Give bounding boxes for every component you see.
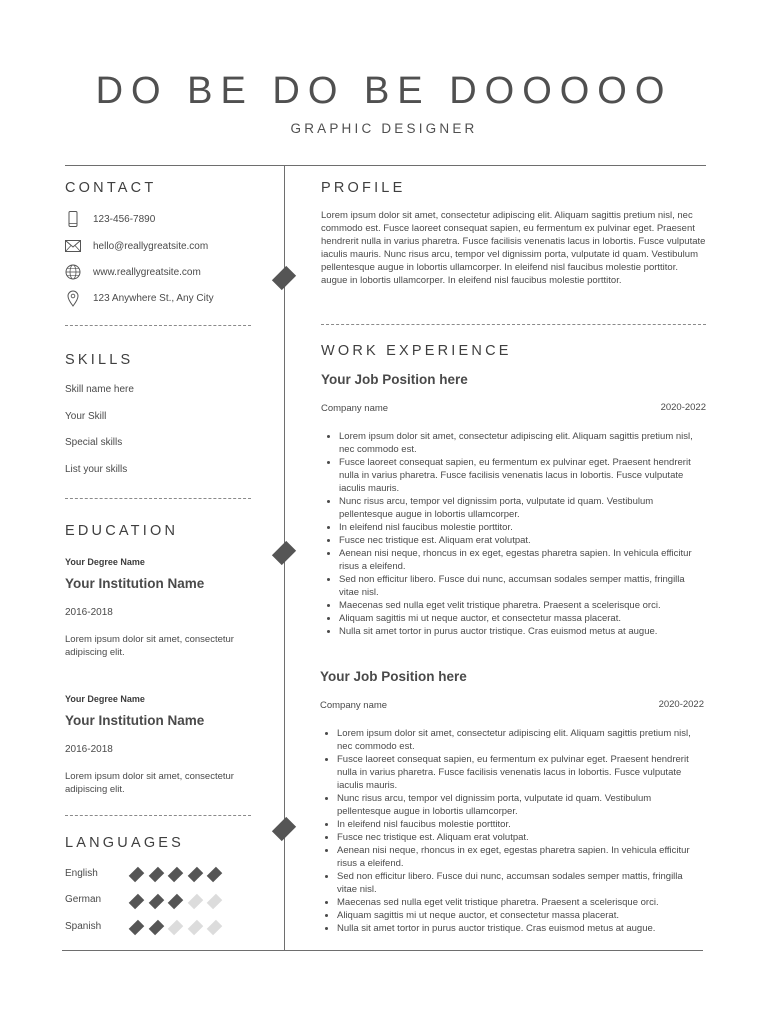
job-bullet: • Aenean nisi neque, rhoncus in ex eget, egestas pharetra sapien. In vehicula efficitur risus a eleifend. <box>337 844 705 870</box>
languages-heading: LANGUAGES <box>65 835 185 851</box>
level-diamond-filled <box>168 894 184 910</box>
job-bullet-list <box>320 727 705 935</box>
level-diamond-filled <box>168 867 184 883</box>
job-bullet: • Fusce nec tristique est. Aliquam erat volutpat. <box>337 831 705 844</box>
job-bullet-list <box>322 430 707 638</box>
skill-item: Your Skill <box>65 411 107 422</box>
job-position: Your Job Position here <box>321 372 468 387</box>
job-dates: 2020-2022 <box>658 699 704 710</box>
language-name: English <box>65 868 98 879</box>
language-level-german <box>132 893 230 906</box>
map-pin-icon <box>65 290 81 306</box>
resume-title: GRAPHIC DESIGNER <box>290 121 478 136</box>
section-separator <box>65 325 251 326</box>
job-bullet: • Sed non efficitur libero. Fusce dui nunc, accumsan sodales semper mattis, fringilla vitae nisl. <box>337 870 705 896</box>
job-bullet: • In eleifend nisl faucibus molestie porttitor. <box>337 818 705 831</box>
section-separator <box>65 815 251 816</box>
level-diamond-filled <box>129 894 145 910</box>
education-years: 2016-2018 <box>65 607 113 618</box>
job-bullet: • Nunc risus arcu, tempor vel dignissim porta, vulputate id quam. Vestibulum pellentesque augue in lobortis ullamcorper. <box>337 792 705 818</box>
level-diamond-empty <box>168 920 184 936</box>
section-separator <box>321 324 706 325</box>
company-name: Company name <box>320 700 388 711</box>
top-rule <box>65 165 706 166</box>
job-bullet: • Aliquam sagittis mi ut neque auctor, et consectetur massa placerat. <box>337 909 705 922</box>
divider-diamond <box>272 817 296 841</box>
level-diamond-filled <box>207 867 223 883</box>
skill-item: List your skills <box>65 464 128 475</box>
job-position: Your Job Position here <box>320 669 467 684</box>
profile-text: Lorem ipsum dolor sit amet, consectetur adipiscing elit. Aliquam sagittis pretium nisl, nec commodo est. Fusce laoreet consequat sapien, eu fermentum ex pulvinar eget. Praesent hendrerit nulla in varius pharetra. Fusce facilisis venenatis lacus in lobortis. Fusce vulputate iaculis mauris. Nunc risus arcu, tempor vel dignissim porta, vulputate id quam. Vestibulum pellentesque augue in lobortis ullamcorper. In eleifend nisl faucibus molestie porttitor. augue in lobortis ullamcorper. In eleifend nisl faucibus molestie porttitor. <box>321 210 706 286</box>
job-bullet: • Maecenas sed nulla eget velit tristique pharetra. Praesent a scelerisque orci. <box>339 599 707 612</box>
job-bullet: • Aliquam sagittis mi ut neque auctor, et consectetur massa placerat. <box>339 612 707 625</box>
institution-name: Your Institution Name <box>65 576 205 591</box>
degree-name: Your Degree Name <box>65 694 145 704</box>
job-bullet: • Maecenas sed nulla eget velit tristique pharetra. Praesent a scelerisque orci. <box>337 896 705 909</box>
level-diamond-filled <box>129 867 145 883</box>
level-diamond-filled <box>129 920 145 936</box>
education-description: Lorem ipsum dolor sit amet, consectetur adipiscing elit. <box>65 771 234 795</box>
institution-name: Your Institution Name <box>65 713 205 728</box>
phone-text: 123-456-7890 <box>93 213 156 225</box>
email-text: hello@reallygreatsite.com <box>93 240 209 252</box>
degree-name: Your Degree Name <box>65 557 145 567</box>
divider-diamond <box>272 266 296 290</box>
education-heading: EDUCATION <box>65 523 179 539</box>
job-bullet: • Lorem ipsum dolor sit amet, consectetur adipiscing elit. Aliquam sagittis pretium nisl, nec commodo est. <box>337 727 705 753</box>
education-years: 2016-2018 <box>65 744 113 755</box>
experience-heading: WORK EXPERIENCE <box>321 343 512 359</box>
job-bullet: • Aenean nisi neque, rhoncus in ex eget, egestas pharetra sapien. In vehicula efficitur risus a eleifend. <box>339 547 707 573</box>
envelope-icon <box>65 238 81 254</box>
contact-email <box>65 237 208 255</box>
level-diamond-empty <box>207 920 223 936</box>
bottom-rule <box>62 950 703 951</box>
level-diamond-empty <box>187 894 203 910</box>
level-diamond-filled <box>148 894 164 910</box>
language-name: Spanish <box>65 921 102 932</box>
website-text: www.reallygreatsite.com <box>93 266 201 278</box>
job-bullet: • Lorem ipsum dolor sit amet, consectetur adipiscing elit. Aliquam sagittis pretium nisl, nec commodo est. <box>339 430 707 456</box>
language-level-spanish <box>132 919 230 932</box>
profile-heading: PROFILE <box>321 180 406 196</box>
job-bullet: • Nulla sit amet tortor in purus auctor tristique. Cras euismod metus at augue. <box>337 922 705 935</box>
job-bullet: • Fusce laoreet consequat sapien, eu fermentum ex pulvinar eget. Praesent hendrerit nulla in varius pharetra. Fusce facilisis venenatis lacus in lobortis. Fusce vulputate iaculis mauris. <box>337 753 705 792</box>
address-text: 123 Anywhere St., Any City <box>93 292 214 304</box>
globe-icon <box>65 264 81 280</box>
job-dates: 2020-2022 <box>660 402 706 413</box>
skill-item: Special skills <box>65 437 123 448</box>
language-level-english <box>132 866 230 879</box>
job-bullet: • In eleifend nisl faucibus molestie porttitor. <box>339 521 707 534</box>
level-diamond-filled <box>187 867 203 883</box>
resume-name: DO BE DO BE DOOOOO <box>95 70 673 112</box>
job-bullet: • Fusce nec tristique est. Aliquam erat volutpat. <box>339 534 707 547</box>
education-description: Lorem ipsum dolor sit amet, consectetur adipiscing elit. <box>65 634 234 658</box>
contact-website <box>65 263 201 281</box>
language-name: German <box>65 894 102 905</box>
contact-address <box>65 289 214 307</box>
contact-phone <box>65 210 155 228</box>
company-name: Company name <box>321 403 389 414</box>
phone-icon <box>65 211 81 227</box>
contact-heading: CONTACT <box>65 180 157 196</box>
job-bullet: • Fusce laoreet consequat sapien, eu fermentum ex pulvinar eget. Praesent hendrerit nulla in varius pharetra. Fusce facilisis venenatis lacus in lobortis. Fusce vulputate iaculis mauris. <box>339 456 707 495</box>
level-diamond-empty <box>187 920 203 936</box>
job-bullet: • Sed non efficitur libero. Fusce dui nunc, accumsan sodales semper mattis, fringilla vitae nisl. <box>339 573 707 599</box>
job-bullet: • Nunc risus arcu, tempor vel dignissim porta, vulputate id quam. Vestibulum pellentesque augue in lobortis ullamcorper. <box>339 495 707 521</box>
level-diamond-empty <box>207 894 223 910</box>
section-separator <box>65 498 251 499</box>
skills-heading: SKILLS <box>65 352 134 368</box>
level-diamond-filled <box>148 867 164 883</box>
level-diamond-filled <box>148 920 164 936</box>
skill-item: Skill name here <box>65 384 134 395</box>
job-bullet: • Nulla sit amet tortor in purus auctor tristique. Cras euismod metus at augue. <box>339 625 707 638</box>
divider-diamond <box>272 541 296 565</box>
